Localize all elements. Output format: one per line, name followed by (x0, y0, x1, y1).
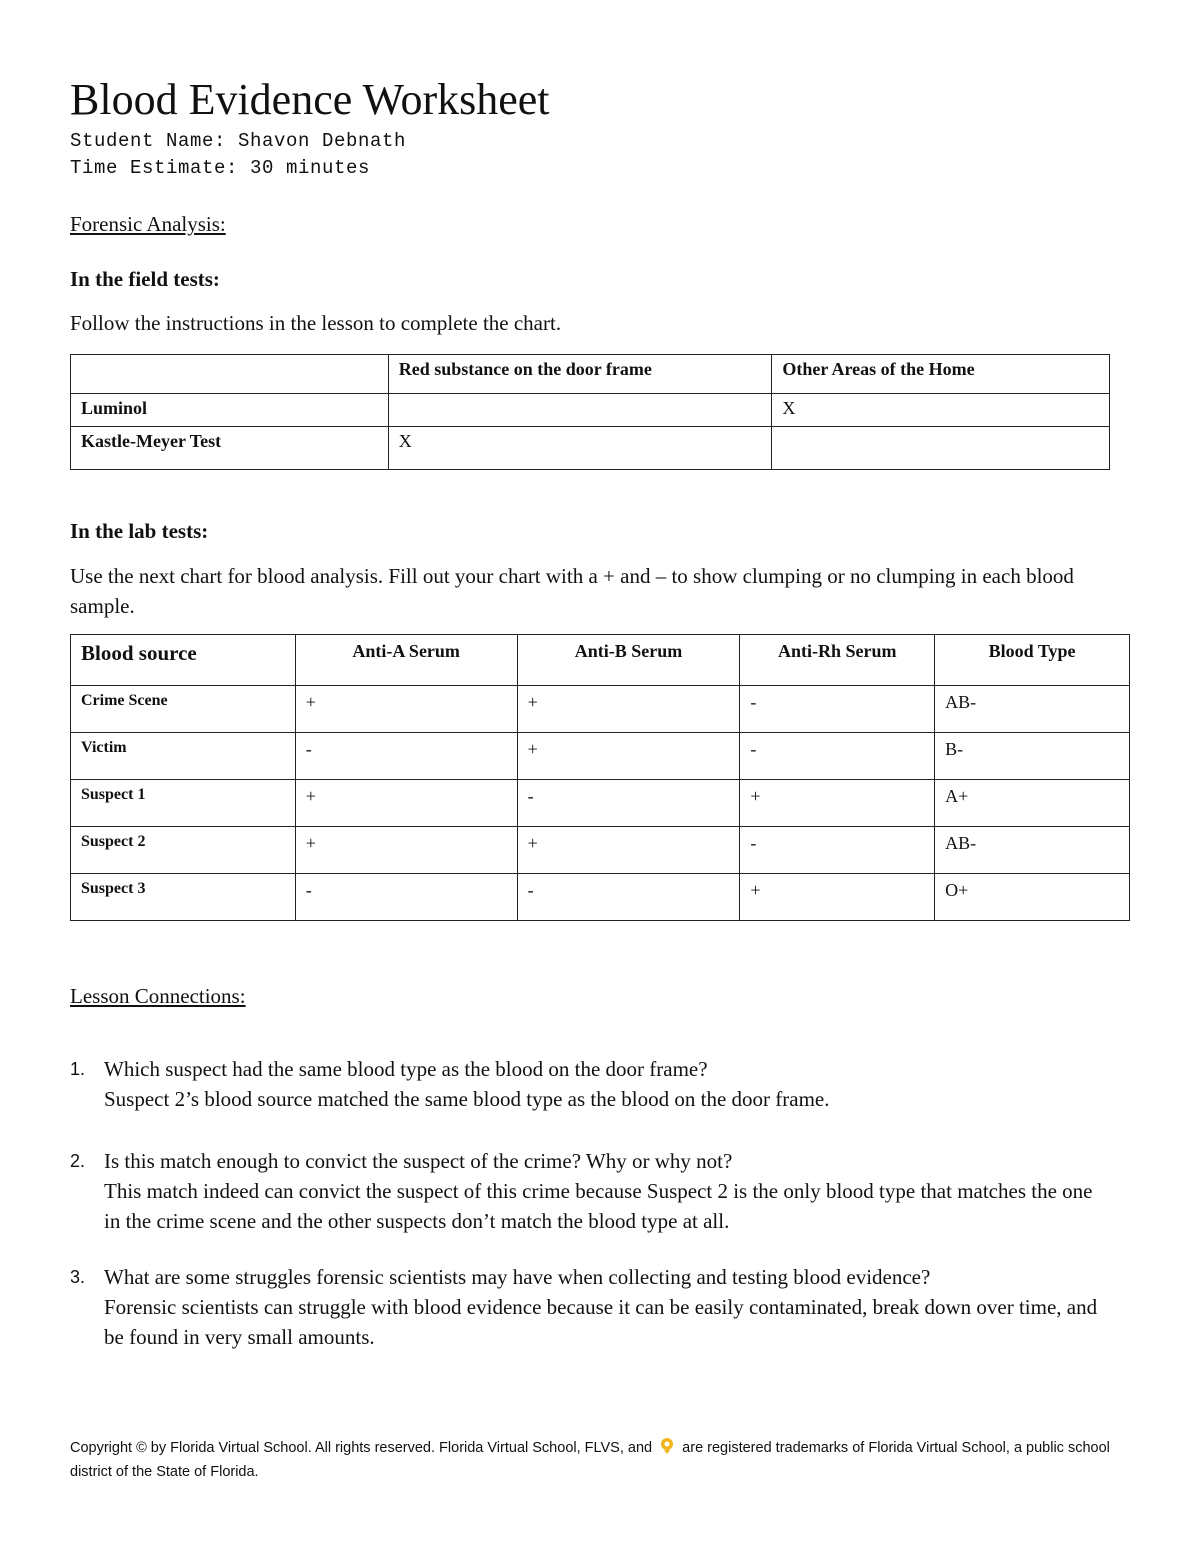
table-row (71, 427, 1110, 470)
copyright-footer (70, 1436, 1130, 1484)
table-cell: X (388, 427, 772, 470)
table-cell: + (740, 874, 935, 921)
answer-text: Forensic scientists can struggle with blood evidence because it can be easily contaminated, break down over time, and be found in very small amounts. (104, 1295, 1098, 1349)
question-item (70, 1146, 1104, 1236)
row-label: Kastle-Meyer Test (71, 427, 389, 470)
table-cell: O+ (935, 874, 1130, 921)
table-cell: - (740, 686, 935, 733)
lesson-connections-heading: Lesson Connections: (70, 984, 246, 1008)
forensic-analysis-heading: Forensic Analysis: (70, 212, 226, 236)
table-cell: + (295, 686, 517, 733)
table-cell: A+ (935, 780, 1130, 827)
question-item (70, 1054, 1104, 1114)
table-cell: + (517, 733, 740, 780)
answer-text: Suspect 2’s blood source matched the same blood type as the blood on the door frame. (104, 1087, 830, 1111)
row-label: Crime Scene (71, 686, 296, 733)
question-number: 3. (70, 1267, 86, 1287)
table-row (71, 780, 1130, 827)
page-title: Blood Evidence Worksheet (70, 75, 550, 124)
table-cell: - (517, 780, 740, 827)
question-text: What are some struggles forensic scientists may have when collecting and testing blood evidence? (104, 1265, 931, 1289)
table-cell: AB- (935, 686, 1130, 733)
row-label: Suspect 3 (71, 874, 296, 921)
table-cell: B- (935, 733, 1130, 780)
table-header-cell (71, 355, 389, 394)
table-cell: + (295, 780, 517, 827)
table-header-cell: Red substance on the door frame (388, 355, 772, 394)
table-row (71, 394, 1110, 427)
table-row (71, 827, 1130, 874)
table-row (71, 686, 1130, 733)
question-number: 2. (70, 1151, 86, 1171)
worksheet-page (70, 72, 1130, 1349)
table-header-cell: Anti-Rh Serum (740, 635, 935, 686)
time-estimate: Time Estimate: 30 minutes (70, 157, 371, 179)
lab-tests-heading: In the lab tests: (70, 519, 209, 543)
lab-instructions: Use the next chart for blood analysis. Fill out your chart with a + and – to show clumping or no clumping in each blood sample. (70, 564, 1074, 618)
flvs-logo-icon (660, 1437, 674, 1455)
table-header-cell: Blood Type (935, 635, 1130, 686)
table-header-cell: Anti-B Serum (517, 635, 740, 686)
footer-text-start: Copyright © by Florida Virtual School. All rights reserved. Florida Virtual School, FLVS, and (70, 1440, 653, 1456)
table-header-row (71, 355, 1110, 394)
row-label: Luminol (71, 394, 389, 427)
row-label: Victim (71, 733, 296, 780)
row-label: Suspect 2 (71, 827, 296, 874)
student-name: Student Name: Shavon Debnath (70, 130, 407, 152)
table-header-cell: Anti-A Serum (295, 635, 517, 686)
field-test-table (70, 354, 1110, 470)
table-row (71, 733, 1130, 780)
row-label: Suspect 1 (71, 780, 296, 827)
field-tests-heading: In the field tests: (70, 267, 220, 291)
table-header-cell: Other Areas of the Home (772, 355, 1110, 394)
table-cell: + (517, 686, 740, 733)
table-cell (388, 394, 772, 427)
question-number: 1. (70, 1059, 86, 1079)
table-cell: AB- (935, 827, 1130, 874)
table-cell: - (295, 874, 517, 921)
table-cell: + (295, 827, 517, 874)
table-header-cell: Blood source (71, 635, 296, 686)
question-item (70, 1262, 1104, 1352)
table-cell: - (740, 733, 935, 780)
table-header-row (71, 635, 1130, 686)
table-cell (772, 427, 1110, 470)
table-cell: X (772, 394, 1110, 427)
field-instructions: Follow the instructions in the lesson to complete the chart. (70, 311, 562, 335)
table-cell: + (517, 827, 740, 874)
question-text: Is this match enough to convict the suspect of the crime? Why or why not? (104, 1149, 733, 1173)
table-row (71, 874, 1130, 921)
table-cell: - (740, 827, 935, 874)
table-cell: + (740, 780, 935, 827)
footer-text-end: are registered trademarks of Florida Virtual School, a public school district of the State of Florida. (70, 1440, 1110, 1480)
table-cell: - (295, 733, 517, 780)
blood-analysis-table (70, 634, 1130, 921)
table-cell: - (517, 874, 740, 921)
answer-text: This match indeed can convict the suspect of this crime because Suspect 2 is the only blood type that matches the one in the crime scene and the other suspects don’t match the blood type at all. (104, 1179, 1093, 1233)
question-text: Which suspect had the same blood type as the blood on the door frame? (104, 1057, 708, 1081)
